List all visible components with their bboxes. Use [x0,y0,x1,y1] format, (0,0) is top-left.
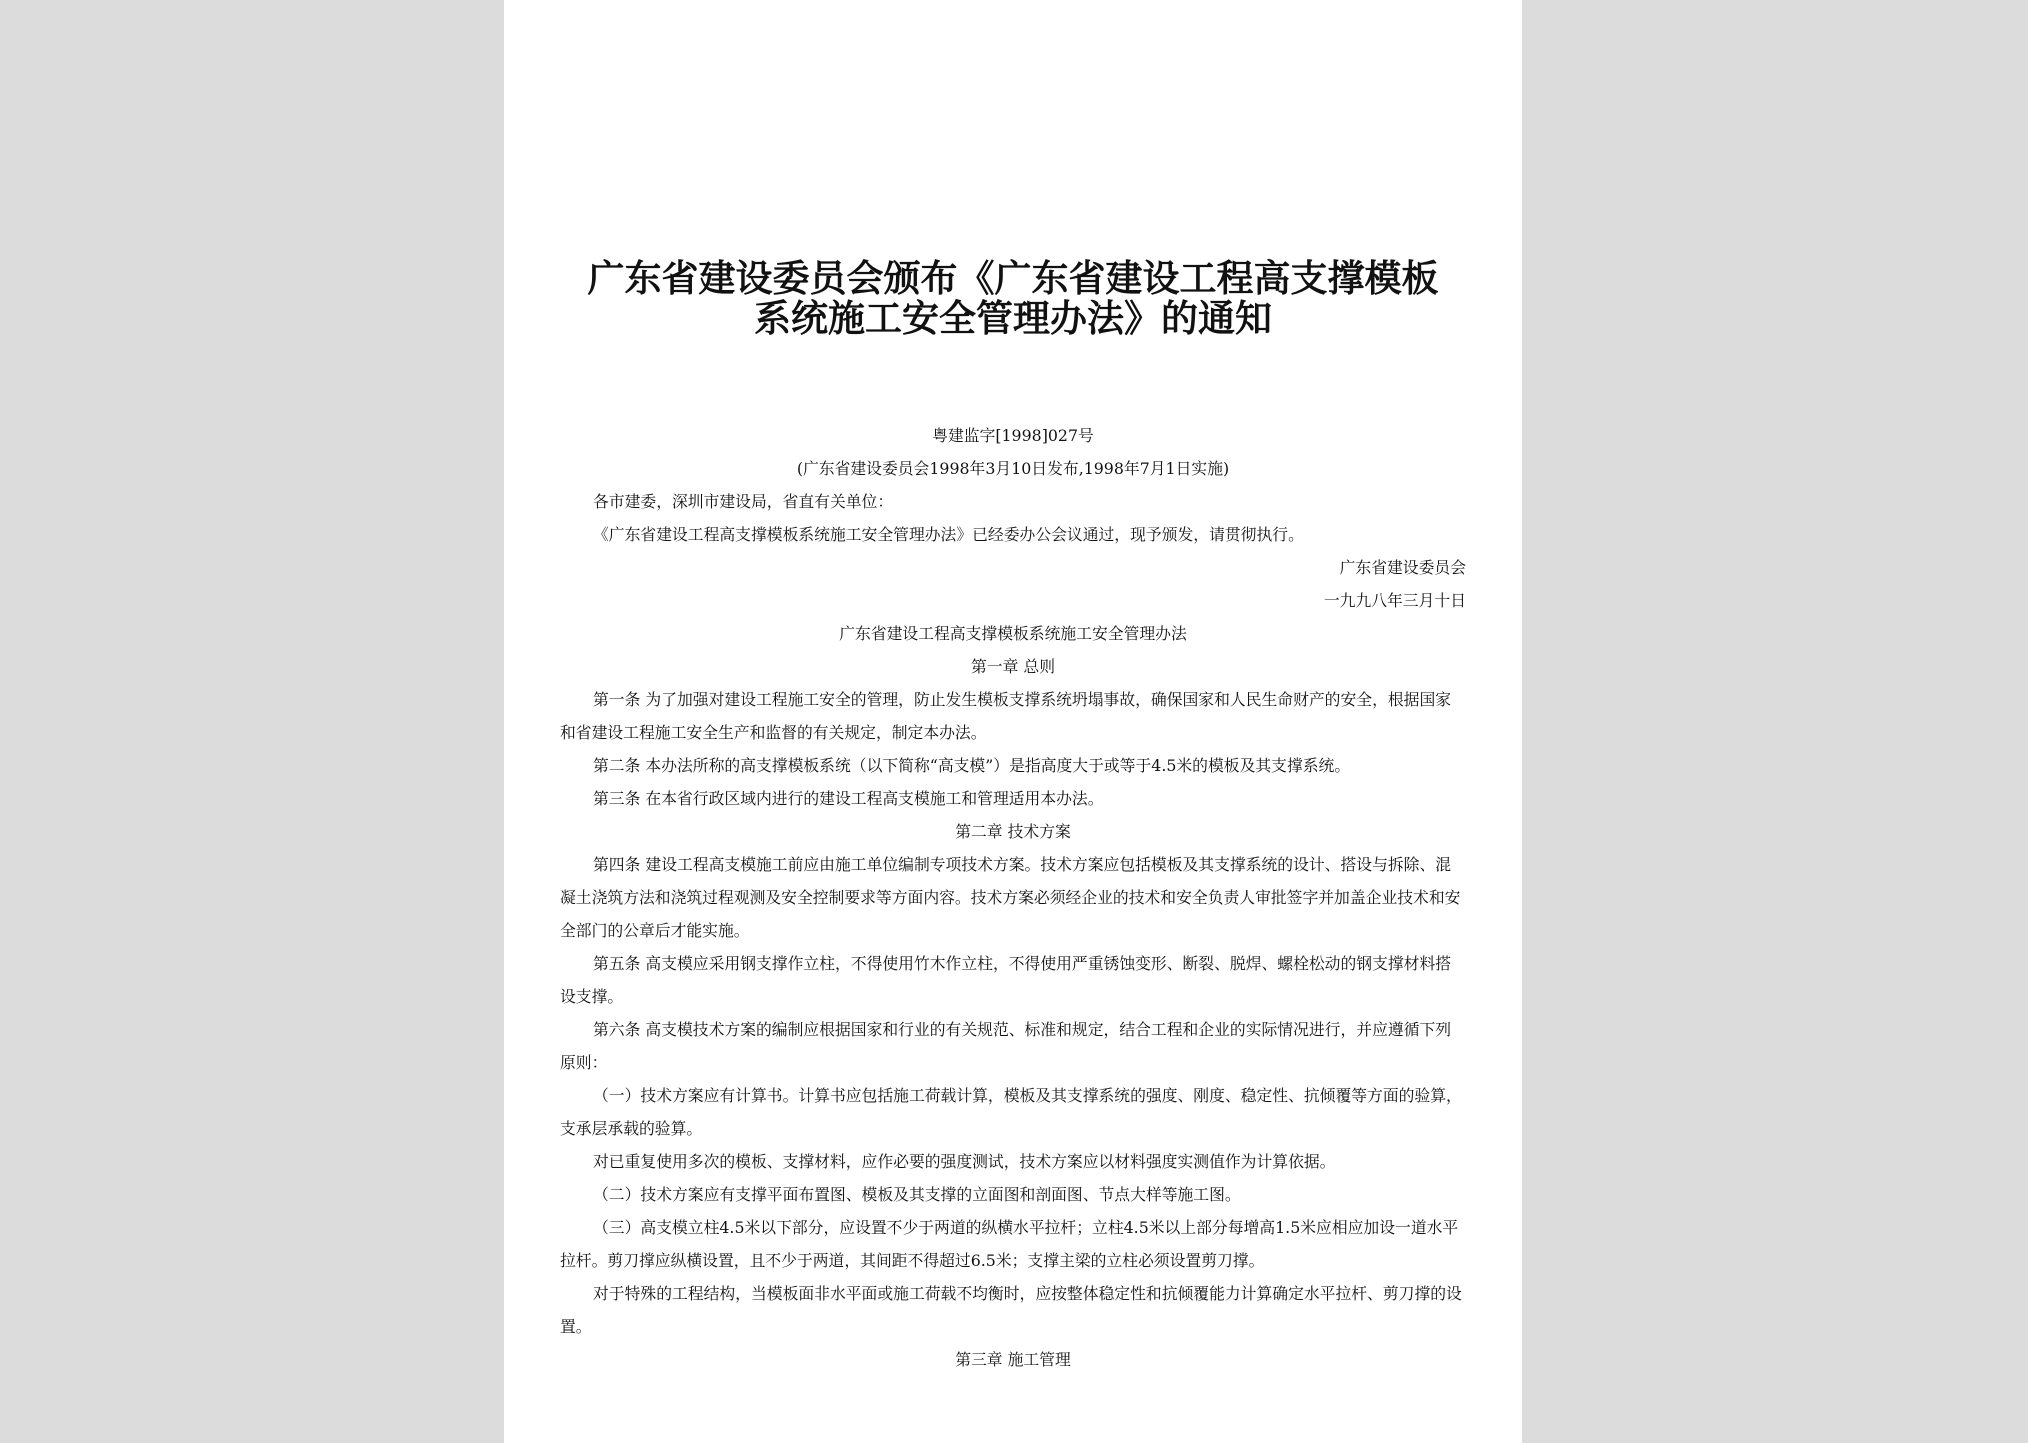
item-2: （二）技术方案应有支撑平面布置图、模板及其支撑的立面图和剖面图、节点大样等施工图。 [593,1185,1241,1204]
article-1: 第一条 为了加强对建设工程施工安全的管理，防止发生模板支撑系统坍塌事故，确保国家和人民生命财产的安全，根据国家和省建设工程施工安全生产和监督的有关规定，制定本办法。 [560,690,1452,742]
addressee: 各市建委，深圳市建设局，省直有关单位： [593,492,894,511]
title-line-2: 系统施工安全管理办法》的通知 [754,296,1272,340]
regulation-title: 广东省建设工程高支撑模板系统施工安全管理办法 [839,624,1187,643]
article-2: 第二条 本办法所称的高支撑模板系统（以下简称“高支模”）是指高度大于或等于4.5米的模板及其支撑系统。 [593,756,1351,775]
chapter-1-heading: 第一章 总则 [970,657,1055,676]
article-6: 第六条 高支模技术方案的编制应根据国家和行业的有关规范、标准和规定，结合工程和企业的实际情况进行，并应遵循下列原则： [560,1020,1452,1072]
article-3: 第三条 在本省行政区域内进行的建设工程高支模施工和管理适用本办法。 [593,789,1104,808]
item-1-note: 对已重复使用多次的模板、支撑材料，应作必要的强度测试，技术方案应以材料强度实测值作为计算依据。 [593,1152,1336,1171]
item-3-note: 对于特殊的工程结构，当模板面非水平面或施工荷载不均衡时，应按整体稳定性和抗倾覆能力计算确定水平拉杆、剪刀撑的设置。 [560,1284,1462,1336]
title-line-1: 广东省建设委员会颁布《广东省建设工程高支撑模板 [587,256,1439,300]
document-body [560,419,1466,1376]
chapter-3-heading: 第三章 施工管理 [955,1350,1071,1369]
issue-date: 一九九八年三月十日 [1323,591,1466,610]
issuer: 广东省建设委员会 [1339,558,1466,577]
doc-number: 粤建监字[1998]027号 [932,426,1094,445]
intro-paragraph: 《广东省建设工程高支撑模板系统施工安全管理办法》已经委办公会议通过，现予颁发，请贯彻执行。 [593,525,1304,544]
item-1: （一）技术方案应有计算书。计算书应包括施工荷载计算，模板及其支撑系统的强度、刚度、稳定性、抗倾覆等方面的验算，支承层承载的验算。 [560,1086,1462,1138]
document-page [504,0,1522,1443]
issuance-note: (广东省建设委员会1998年3月10日发布,1998年7月1日实施) [796,459,1230,478]
chapter-2-heading: 第二章 技术方案 [955,822,1071,841]
document-title [504,258,1522,338]
article-5: 第五条 高支模应采用钢支撑作立柱，不得使用竹木作立柱，不得使用严重锈蚀变形、断裂、脱焊、螺栓松动的钢支撑材料搭设支撑。 [560,954,1452,1006]
item-3: （三）高支模立柱4.5米以下部分，应设置不少于两道的纵横水平拉杆；立柱4.5米以上部分每增高1.5米应相应加设一道水平拉杆。剪刀撑应纵横设置，且不少于两道，其间距不得超过6.5米；支撑主梁的立柱必须设置剪刀撑。 [560,1218,1459,1270]
article-4: 第四条 建设工程高支模施工前应由施工单位编制专项技术方案。技术方案应包括模板及其支撑系统的设计、搭设与拆除、混凝土浇筑方法和浇筑过程观测及安全控制要求等方面内容。技术方案必须经企业的技术和安全负责人审批签字并加盖企业技术和安全部门的公章后才能实施。 [560,855,1461,940]
